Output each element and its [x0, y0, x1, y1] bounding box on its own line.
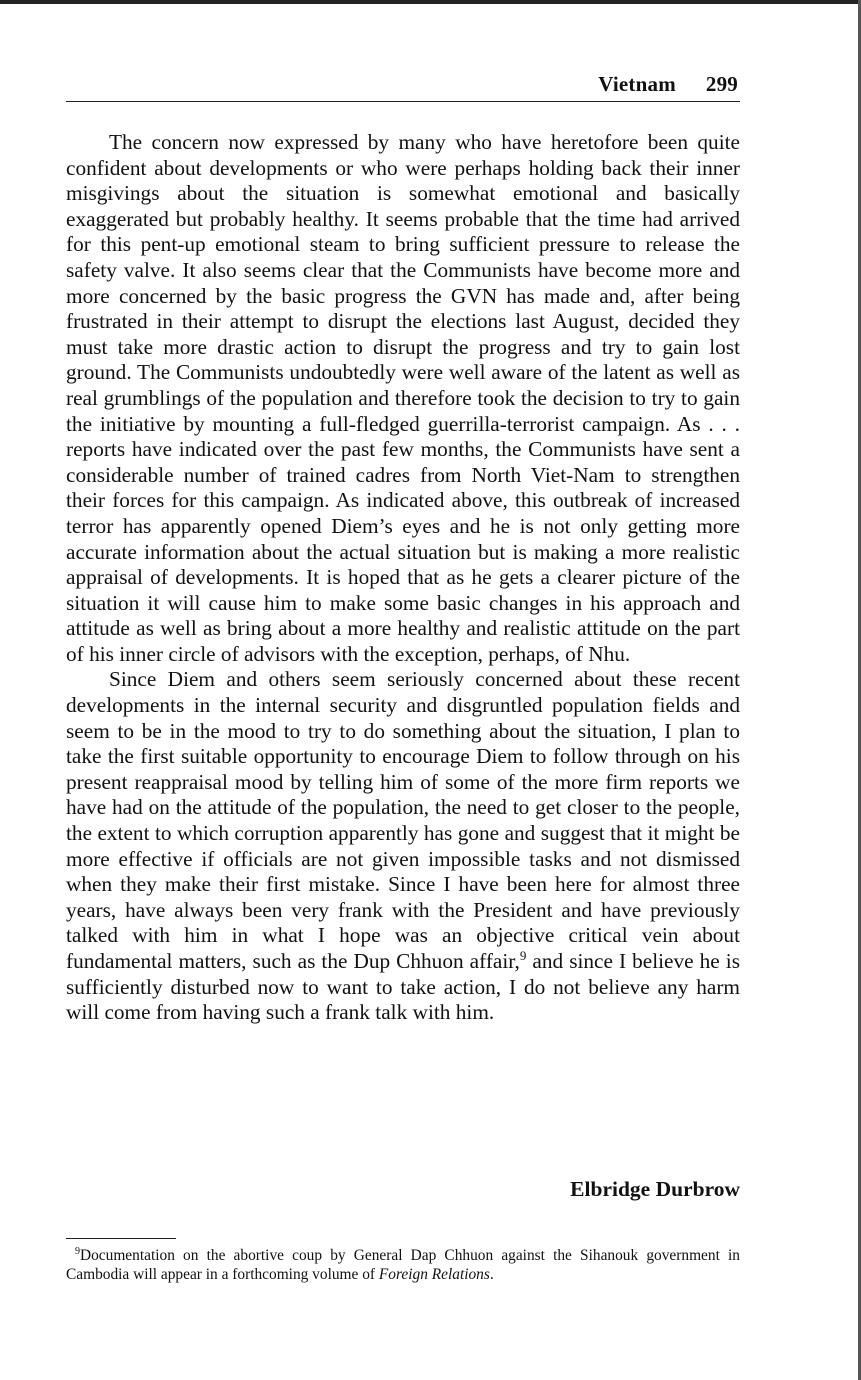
footnote-text: Documentation on the abortive coup by General Dap Chhuon against the Sihanouk government in Cambodia will appear in a forthcoming volume of [66, 1247, 740, 1283]
signature: Elbridge Durbrow [570, 1177, 740, 1201]
body-text [66, 130, 740, 1026]
footnote [66, 1246, 740, 1284]
running-head [66, 72, 738, 97]
paragraph-2-text: Since Diem and others seem seriously concerned about these recent developments in the internal security and disgruntled population fields and seem to be in the mood to try to do something about the situation, I plan to take the first suitable opportunity to encourage Diem to follow through on his present reappraisal mood by telling him of some of the more firm reports we have had on the attitude of the population, the need to get closer to the people, the extent to which corruption apparently has gone and suggest that it might be more effective if officials are not given impossible tasks and not dismissed when they make their first mistake. Since I have been here for almost three years, have always been very frank with the President and have previously talked with him in what I hope was an objective critical vein about fundamental matters, such as the Dup Chhuon affair, [66, 667, 740, 973]
page-top-border [0, 0, 861, 4]
paragraph-2 [66, 667, 740, 1025]
header-rule [66, 101, 740, 102]
footnote-reference: 9 [519, 947, 527, 963]
footnote-end: . [489, 1266, 494, 1283]
footnote-rule [66, 1238, 176, 1239]
footnote-marker: 9 [75, 1245, 80, 1257]
running-head-title: Vietnam [598, 72, 676, 96]
page-number: 299 [705, 72, 738, 96]
footnote-italic-title: Foreign Relations [378, 1266, 490, 1283]
paragraph-1: The concern now expressed by many who have heretofore been quite confident about developments or who were perhaps holding back their inner misgivings about the situation is somewhat emotional and basically exaggerated but probably healthy. It seems probable that the time had arrived for this pent-up emotional steam to bring sufficient pressure to release the safety valve. It also seems clear that the Communists have become more and more concerned by the basic progress the GVN has made and, after being frustrated in their attempt to disrupt the elections last August, decided they must take more drastic action to disrupt the progress and try to gain lost ground. The Communists undoubtedly were well aware of the latent as well as real grumblings of the population and therefore took the decision to try to gain the initiative by mounting a full-fledged guerrilla-terrorist campaign. As . . . reports have indicated over the past few months, the Communists have sent a considerable number of trained cadres from North Viet-Nam to strengthen their forces for this campaign. As indicated above, this outbreak of increased terror has apparently opened Diem’s eyes and he is not only getting more accurate information about the actual situation but is making a more realistic appraisal of developments. It is hoped that as he gets a clearer picture of the situation it will cause him to make some basic changes in his approach and attitude as well as bring about a more healthy and realistic attitude on the part of his inner circle of advisors with the exception, perhaps, of Nhu. [66, 130, 740, 666]
paragraph-2-text-end: and since I believe he is sufficiently disturbed now to want to take action, I do not believe any harm will come from having such a frank talk with him. [66, 949, 741, 1025]
